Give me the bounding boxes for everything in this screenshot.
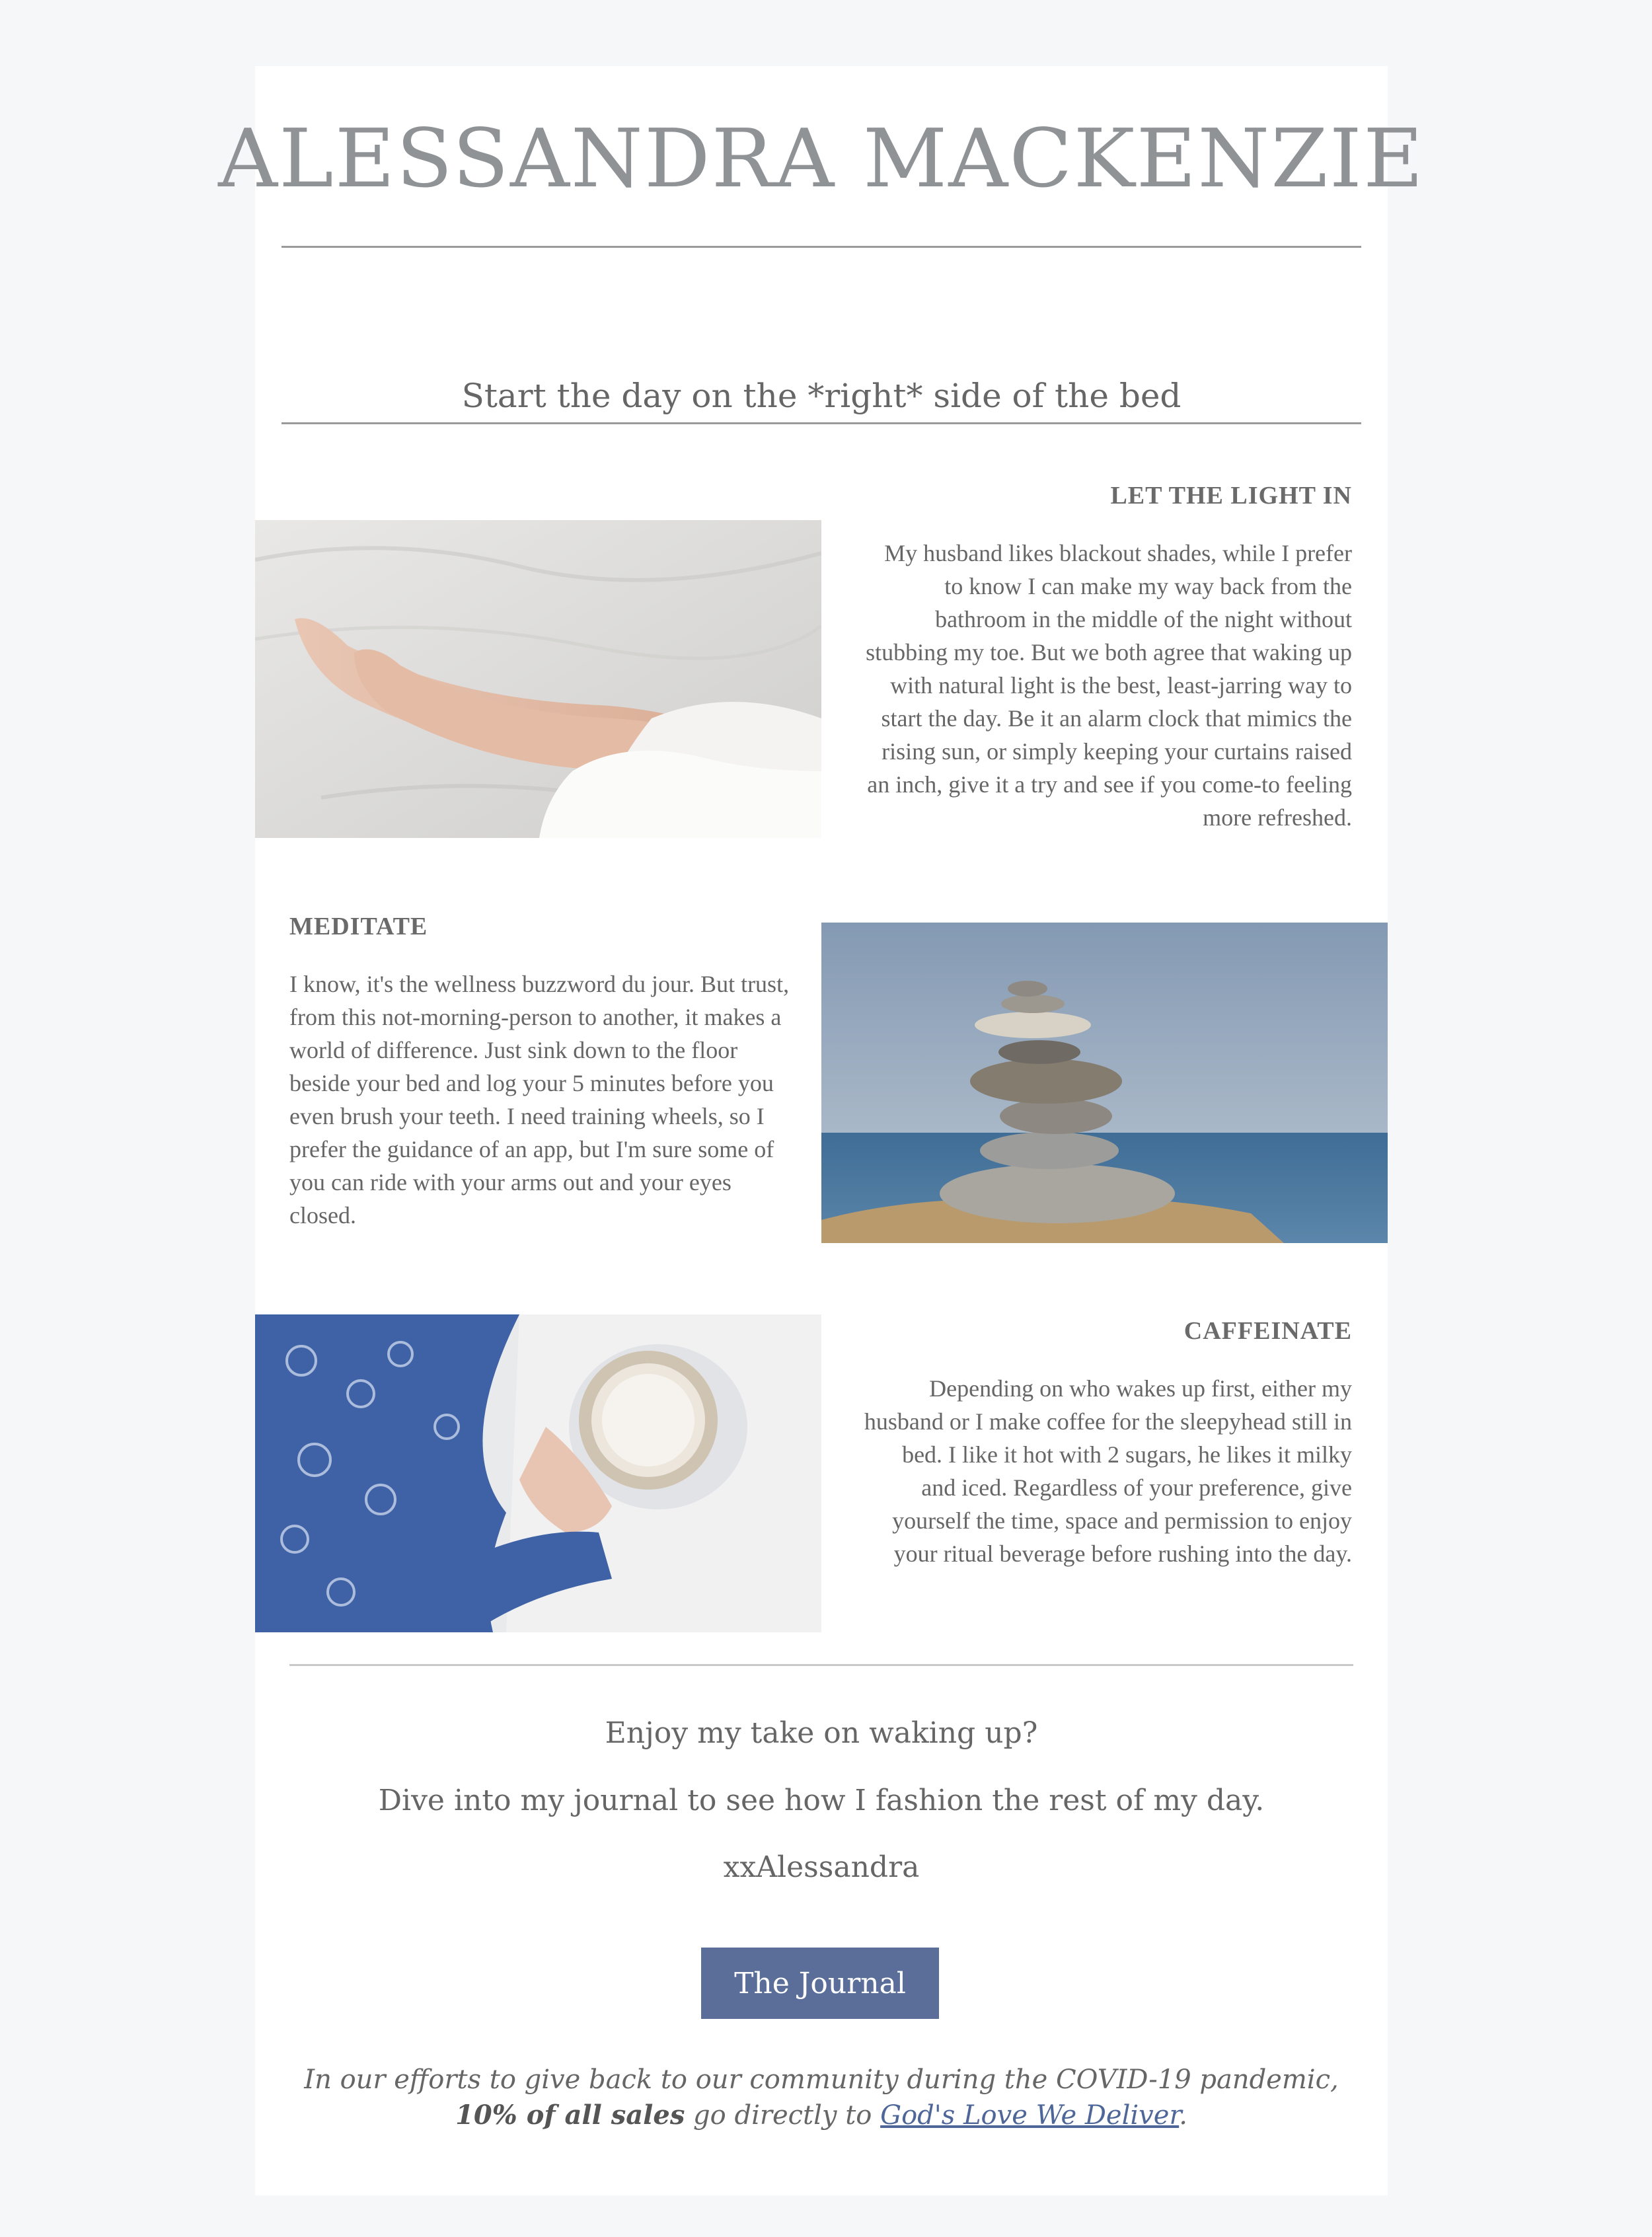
section-body: My husband likes blackout shades, while I prefer to know I can make my way back from the bathroom in the middle of the night without stubbing my toe. But we both agree that waking up with natural light is the best, least-jarring way to start the day. Be it an alarm clock that mimics the rising sun, or simply keeping your curtains raised an inch, give it a try and see if you come-to feeling more refreshed.: [866, 540, 1352, 831]
section-body: I know, it's the wellness buzzword du jour. But trust, from this not-morning-person to another, it makes a world of difference. Just sink down to the floor beside your bed and log your 5 minutes before you even brush your teeth. I need training wheels, so I prefer the guidance of an app, but I'm sure some of you can ride with your arms out and your eyes closed.: [289, 971, 790, 1229]
charity-link[interactable]: God's Love We Deliver: [880, 2100, 1180, 2131]
footnote-text-middle: go directly to: [685, 2100, 881, 2131]
section-heading: LET THE LIGHT IN: [1110, 482, 1352, 510]
footnote-end: .: [1179, 2100, 1187, 2131]
stacked-stones-photo: [821, 923, 1388, 1243]
header-divider: [282, 246, 1361, 248]
section-body: Depending on who wakes up first, either my husband or I make coffee for the sleepyhead still in bed. I like it hot with 2 sugars, he likes it milky and iced. Regardless of your preference, give yourself the time, space and permission to enjoy your ritual beverage before rushing into the day.: [864, 1375, 1352, 1567]
email-card: [218, 66, 1425, 2195]
tagline: Start the day on the *right* side of the bed: [461, 377, 1182, 415]
footnote-bold: 10% of all sales: [455, 2100, 685, 2131]
footnote-text: In our efforts to give back to our community during the COVID-19 pandemic,: [304, 2065, 1339, 2095]
closing-divider: [289, 1664, 1353, 1666]
signoff: xxAlessandra: [723, 1850, 920, 1884]
coffee-cup-photo: [255, 1314, 821, 1632]
closing-question: Enjoy my take on waking up?: [605, 1716, 1038, 1750]
section-heading: MEDITATE: [289, 913, 428, 940]
charity-footnote: [282, 2062, 1361, 2133]
bed-feet-photo: [255, 520, 821, 838]
journal-button[interactable]: The Journal: [701, 1948, 939, 2019]
tagline-divider: [282, 422, 1361, 424]
section-heading: CAFFEINATE: [1183, 1317, 1352, 1345]
brand-logo: ALESSANDRA MACKENZIE: [218, 112, 1425, 206]
closing-invitation: Dive into my journal to see how I fashion the rest of my day.: [378, 1784, 1265, 1817]
